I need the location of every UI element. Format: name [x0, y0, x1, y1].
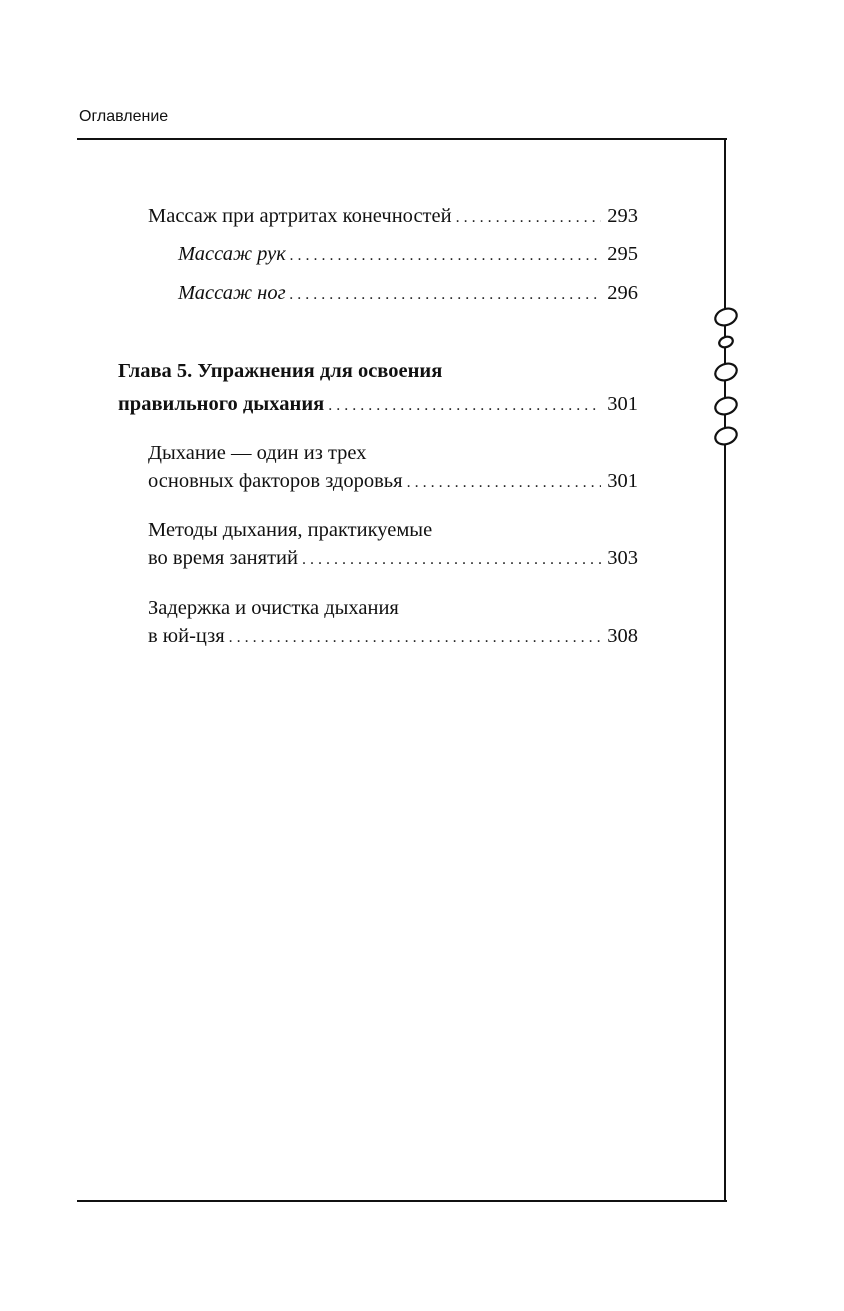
chapter-heading-line1[interactable]: Глава 5. Упражнения для освоения [118, 360, 443, 382]
dot-leader [456, 206, 602, 230]
toc-entry-massage[interactable] [148, 204, 638, 230]
toc-entry-title: Массаж рук [178, 243, 286, 265]
toc-entry-chapter5[interactable] [118, 392, 638, 418]
toc-subentry-massage-legs[interactable] [178, 281, 638, 307]
dot-leader [290, 244, 601, 268]
toc-item-retention-line1[interactable]: Задержка и очистка дыхания [148, 597, 399, 619]
toc-item-methods[interactable] [148, 546, 638, 572]
toc-entry-page: 295 [607, 243, 638, 265]
toc-entry-title: в юй-цзя [148, 625, 225, 647]
running-head: Оглавление [79, 108, 169, 125]
toc-entry-page: 296 [607, 282, 638, 304]
toc-entry-title: Массаж ног [178, 282, 286, 304]
toc-entry-page: 301 [607, 393, 638, 415]
toc-item-breathing[interactable] [148, 469, 638, 495]
toc-entry-page: 301 [607, 470, 638, 492]
toc-entry-page: 303 [607, 547, 638, 569]
toc-entry-title: Массаж при артритах конечностей [148, 205, 452, 227]
toc-item-retention[interactable] [148, 624, 638, 650]
dot-leader [229, 626, 602, 650]
toc-item-breathing-line1[interactable]: Дыхание — один из трех [148, 442, 367, 464]
toc-entry-title: правильного дыхания [118, 393, 325, 415]
toc-item-methods-line1[interactable]: Методы дыхания, практикуемые [148, 519, 433, 541]
dot-leader [328, 394, 601, 418]
toc-entry-title: во время занятий [148, 547, 298, 569]
dot-leader [407, 471, 602, 495]
toc-entry-title: основных факторов здоровья [148, 470, 403, 492]
toc-entry-page: 308 [607, 625, 638, 647]
toc-entry-page: 293 [607, 205, 638, 227]
dot-leader [290, 283, 602, 307]
dot-leader [302, 548, 601, 572]
toc-subentry-massage-hands[interactable] [178, 242, 638, 268]
